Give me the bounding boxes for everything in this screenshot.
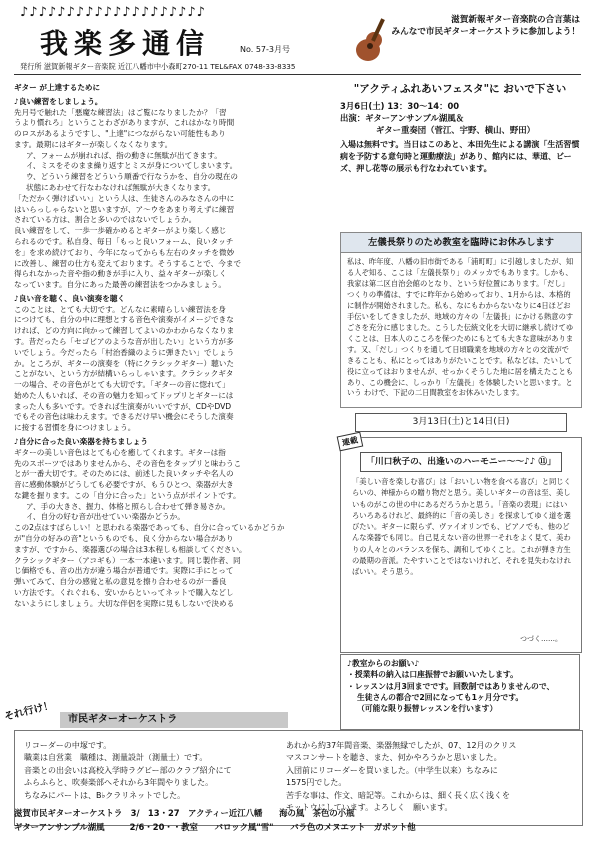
article-line: ことがない、という方が結構いらっしゃいます。クラシックギタ: [14, 369, 234, 379]
music-note-banner: ♪♪♪♪♪♪♪♪♪♪♪♪♪♪♪♪♪♪♪♪: [20, 5, 206, 20]
slogan-line-1: 滋賀新報ギター音楽院の合言葉は: [451, 15, 580, 25]
member-line: モットウにしています。よろしく 願います。: [286, 802, 453, 812]
article-line: に改善し、練習の仕方も変えております。そうすることで、今まで: [14, 258, 242, 268]
article-line: されている方は、割合と多いのではないでしょうか。: [14, 215, 197, 225]
article-line: に接する習慣を身につけましょう。: [14, 423, 136, 433]
member-line: 職業は自営業 職種は、測量設計（測量士）です。: [24, 753, 208, 763]
member-section-heading: 市民ギターオーケストラ: [60, 712, 288, 728]
newsletter-title: 我楽多通信: [40, 27, 211, 60]
article-line: ア、フォームが崩れれば、指の動きに無駄が出てきます。: [26, 150, 222, 160]
event-title: "アクティふれあいフェスタ"に おいで下さい: [353, 83, 567, 95]
rehearsal-schedule: [14, 806, 581, 835]
article-line: 状態にあわせて行なわなければ無駄が大きくなります。: [26, 183, 216, 193]
slogan-line-2: みんなで市民ギターオーケストラに参加しよう！: [391, 27, 580, 38]
article-line: 先のスポーツではありませんから、その音色をタップリと味わうこ: [14, 458, 242, 468]
article-line: のロスがあるようですし、"上達"につながらない可能性もあり: [14, 129, 226, 139]
article-line: られるのです。私自身、毎日「もっと良いフォーム、良いタッチ: [14, 236, 234, 246]
event-date: 3月6日(土) 13：30〜14：00: [340, 100, 460, 111]
article-line: 弾いてみて、自分の感覚と私の意見を擦り合わせるのが一番良: [14, 577, 227, 587]
member-line: ふらふらと、吹奏楽部へそれから3年間やりました。: [24, 778, 214, 788]
issue-number: No. 57-3月号: [240, 45, 290, 54]
closure-dates: 3月13日(土)と14日(日): [355, 413, 567, 432]
section-heading: ♪自分に合った良い楽器を持ちましょう: [14, 437, 148, 446]
article-line: 「ただかく弾けばいい」という人は、生徒さんのみなさんの中に: [14, 193, 235, 203]
article-line: うより慣れろ」ということわざがありますが、これはかなり時間: [14, 118, 235, 128]
member-tag: それ行け！: [3, 699, 55, 725]
article-line: ますが、ですから、楽器選びの場合は3本程しも相談してください。: [14, 544, 247, 554]
article-line: なっています。自分にあった最善の練習法をつかみましょう。: [14, 280, 226, 290]
article-line: ウ、どういう練習をどういう順番で行なうかを、自分の現在の: [26, 172, 239, 182]
article-line: はいらっしゃらないと思いますが、ア〜ウをあまり考えずに練習: [14, 204, 235, 214]
article-line: を」を求め続けており、今年になってからも左右のタッチを微妙: [14, 247, 235, 257]
request-item: ・レッスンは月3回までです。回数制ではありませんので、: [347, 681, 555, 691]
article-line: 音に感動体験がどうしても必要ですが、もうひとつ、楽器が大き: [14, 480, 234, 490]
member-line: リコーダーの中塚です。: [24, 741, 112, 750]
article-line: が"自分の好みの音"というものでも、良く分からない場合があり: [14, 534, 234, 544]
article-line: じ価格でも、音の出方が違う場合が普通です。実際に手にとって: [14, 566, 234, 576]
slogan: [390, 14, 580, 39]
member-line: 音楽との出会いは高校入学時ラグビー部のクラブ紹介にて: [24, 765, 232, 775]
article-line: いでしょう。今だったら「村治香織のように弾きたい」でしょう: [14, 347, 235, 357]
publisher-info: 発行所 滋賀新報ギター音楽院 近江八幡市中小森町270-11 TEL&FAX 0748-33-8335: [20, 62, 296, 71]
request-item: 生徒さんの都合で2回になっても1ヶ月分です。: [357, 692, 524, 702]
article-line: でもその音色は味わえます。できるだけ早い機会にそうした演奏: [14, 412, 234, 422]
guitar-improvement-article: [14, 80, 332, 610]
closure-heading: 左儀長祭りのため教室を臨時にお休みします: [341, 233, 581, 253]
article-line: まった人も多いです。できれば生演奏がいいですが、CDやDVD: [14, 401, 232, 411]
article-line: につけても、自分の中に理想とする音色や演奏がイメージできな: [14, 315, 234, 325]
article-line: 良い練習をして、一歩一歩確かめるとギターがより楽しく感じ: [14, 226, 227, 236]
article-line: この2点はすばらしい！と思われる楽器であっても、自分に合っているかどうか: [14, 523, 285, 533]
article-line: ア、手の大きさ、握力、体格と照らし合わせて弾き易さか。: [26, 501, 231, 511]
section-heading: ♪良い音を聴く、良い演奏を聴く: [14, 293, 126, 303]
guitar-icon: [350, 14, 394, 64]
article-line: 始めた人もいれば、その音の魅力を知ってドップリとギターには: [14, 390, 234, 400]
member-profile-right: [286, 740, 576, 814]
schedule-row: ギターアンサンブル湖風 2/6・20・・教室 バロック風"雪" バラ色のメヌエット ガボット他: [14, 822, 416, 833]
serial-title: ｢川口秋子の、出逢いのハーモニー〜〜♪♪ ⑪｣: [360, 452, 562, 472]
request-item: ・授業料の納入は口座振替でお願いいたします。: [347, 670, 518, 680]
member-profile-left: [24, 740, 294, 802]
article-line: イ、ミスをそのまま繰り返すとミスが身についてしまいます。: [26, 161, 238, 171]
article-line: ます。最期にはギターが楽しくなくなります。: [14, 139, 173, 149]
article-heading: ギター が上達するために: [14, 83, 101, 92]
header-divider: [14, 74, 581, 75]
event-performers-1: 出演：ギターアンサンブル湖風＆: [340, 112, 465, 123]
event-description: 入場は無料です。当日はこのあと、本田先生による講演「生活習慣病を予防する意句時と運動療法」があり、館内には、華道、ビーズ、押し花等の展示も行なわれています。: [340, 139, 580, 173]
member-line: ちなみにパートは、B♭クラリネットでした。: [24, 790, 186, 800]
event-announcement: [340, 82, 580, 175]
article-line: 一の場合、その音色がとても大切です。「ギターの音に惚れて」: [14, 380, 230, 390]
article-line: ないようにしましょう。大切な伴侶を実際に見もしないで決める: [14, 598, 235, 608]
article-line: す。昔だったら「セゴビアのような音が出したい」という方が多: [14, 336, 234, 346]
classroom-requests: [340, 654, 580, 730]
article-line: このことは、とても大切です。どんなに素晴らしい練習法を身: [14, 304, 227, 314]
article-line: クラシックギター（アコギも）一本一本違います。同じ製作者、同: [14, 555, 241, 565]
serial-continued: つづく……。: [520, 635, 562, 643]
member-line: あれから約37年間音楽、楽器無縁でしたが、07、12月のクリス: [286, 741, 517, 750]
article-line: イ、自分の好む音が出せていい楽器かどうか。: [26, 512, 185, 522]
article-line: ければ、どの方向に向かって練習してよいのかわからなくなりま: [14, 326, 235, 336]
article-line: ギターの美しい音色はとても心を癒してくれます。ギターは指: [14, 447, 226, 457]
request-item: （可能な限り振替レッスンを行います）: [357, 704, 498, 714]
member-line: 1575円でした。: [286, 778, 347, 788]
member-line: 苦手な事は、作文、暗記等。これからは、細く長く広く浅くを: [286, 790, 510, 800]
requests-title: ♪教室からのお願い♪: [347, 659, 420, 668]
article-line: 得られなかった音や指の動きが手に入り、益々ギターが楽しく: [14, 269, 227, 279]
closure-body: 私は、昨年度、八幡の旧市街である「浦町町」に引越しましたが、知る人ぞ知る、ここは「左儀長祭り」のメッカでもあります。しかも、我家は第二区自治会館のとなり、という好位置にあります。「だし」つくりの準備は、すでに昨年から始めっており、1月からは、本格的に制作が開始されました。私も、なにもわからないなりに4日ほどお手伝いをしてきましたが、地域の方々の「左儀長」にかける熱意のすごさを充分に感じました。こうした伝統文化を大切に継承し続けてゆくことは、日本人のこころを保つためにもとても大きな意味があります。又、「だし」つくりを通して日頃職業を地域の方々との交流ができることも、私にとってはありがたいことです。私などは、たいして役に立ってはおりませんが、せっかくそうした地に居を構えたこともあり、この機会に、しっかり「左儀長」を体験したいと思います。という わけで、下記の二日間教室をお休みいたします。: [347, 257, 574, 398]
section-heading: ♪良い練習をしましょう。: [14, 96, 103, 106]
article-line: 先月号で触れた「悪魔な練習法」はご覧になりましたか？「習: [14, 107, 227, 117]
article-line: な鍵を握ります。この「自分に合った」という点がポイントです。: [14, 490, 241, 500]
serial-body: 「美しい音を楽しむ喜び」は「おいしい物を食べる喜び」と同じくらいの、神様からの贈り物だと思う。美しいギターの音は至、美しいものがこの世の中にあるだろうかと思う。「音楽の表現」にはいろいろあるけれど、最終的に「音の美しさ」を探求してゆく道を選びたい。ギターに限らず、ヴァイオリンでも、ピアノでも、他のどんな楽器でも同じ。自己見えない音の世界一それをよく見て、美わりの人々とのバランスを保ち、調和してゆくこと。これが弾き方生の最期の音派。たやすいことではないけれど、それを見失わなければいい。そう思う。: [352, 477, 571, 577]
article-line: か。ところが、ギターの演奏を（特にクラシックギター）聴いた: [14, 358, 234, 368]
article-line: い方法です。くれぐれも、安いからといってネットで購入などし: [14, 587, 234, 597]
serial-tag: 連載: [337, 432, 364, 452]
member-line: 入団前にリコーダーを買いました。（中学生以来）ちなみに: [286, 765, 498, 775]
event-performers-2: ギター重奏団（菅江、宇野、横山、野田）: [376, 124, 536, 135]
closure-notice: [340, 232, 582, 408]
member-line: マスコンサートを聴き、また、何かやろうかと思いました。: [286, 753, 502, 763]
article-line: とが一番大切です。そのためには、前述した良いタッチや名人の: [14, 469, 234, 479]
schedule-row: 滋賀市民ギターオーケストラ 3/ 13・27 アクティー近江八幡 海の風 茶色の小瓶: [14, 808, 355, 818]
